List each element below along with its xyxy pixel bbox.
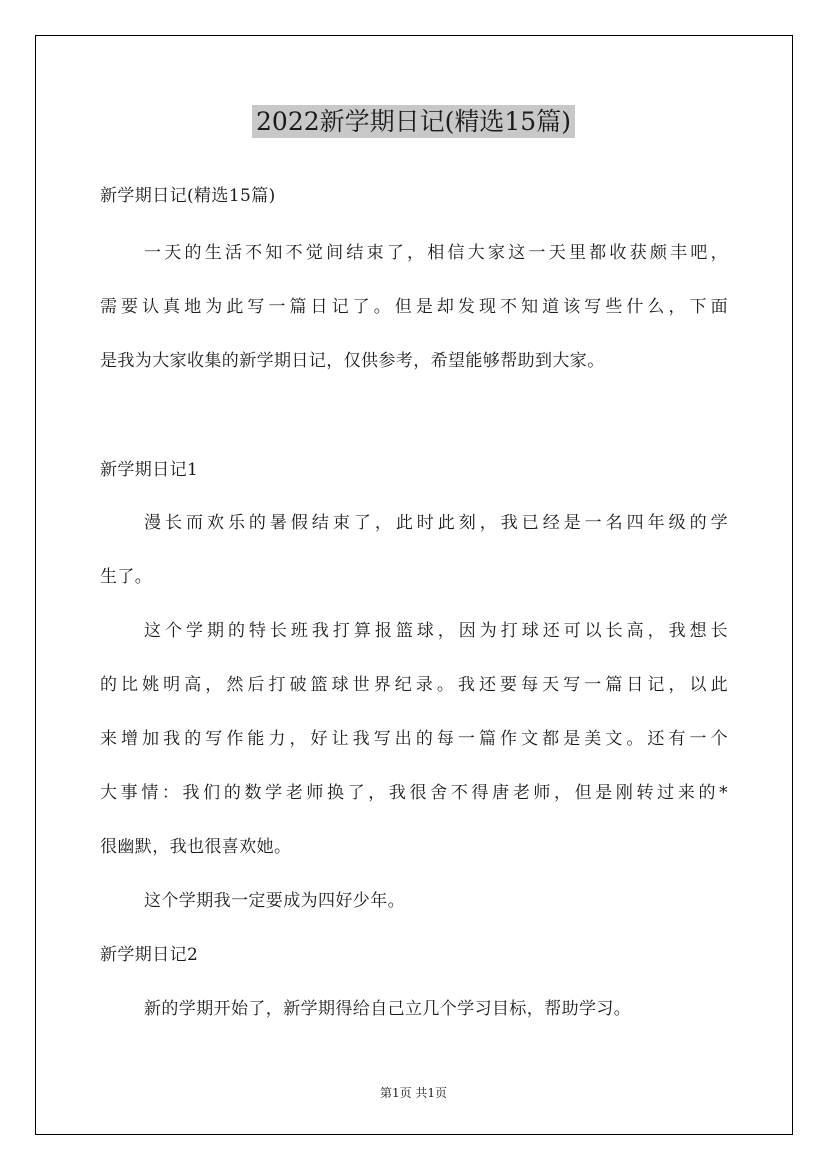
section-heading-1: 新学期日记1 xyxy=(100,460,199,480)
para2-line-5: 很幽默，我也很喜欢她。 xyxy=(100,837,292,857)
document-title: 2022新学期日记(精选15篇) xyxy=(0,102,827,142)
intro-line-3: 是我为大家收集的新学期日记，仅供参考，希望能够帮助到大家。 xyxy=(100,351,605,371)
para2-line-4: 大事情：我们的数学老师换了，我很舍不得唐老师，但是刚转过来的* xyxy=(100,783,728,803)
para2-line-1: 这个学期的特长班我打算报篮球，因为打球还可以长高，我想长 xyxy=(144,621,728,641)
para1-line-2: 生了。 xyxy=(100,567,153,587)
para1-line-1: 漫长而欢乐的暑假结束了，此时此刻，我已经是一名四年级的学 xyxy=(144,513,728,533)
para2-line-3: 来增加我的写作能力，好让我写出的每一篇作文都是美文。还有一个 xyxy=(100,729,728,749)
para2-line-2: 的比姚明高，然后打破篮球世界纪录。我还要每天写一篇日记，以此 xyxy=(100,675,728,695)
section-heading-2: 新学期日记2 xyxy=(100,945,199,965)
para3-line-1: 这个学期我一定要成为四好少年。 xyxy=(144,891,405,911)
para4-line-1: 新的学期开始了，新学期得给自己立几个学习目标，帮助学习。 xyxy=(144,999,632,1019)
page-number-footer: 第1页 共1页 xyxy=(379,1086,448,1100)
intro-line-2: 需要认真地为此写一篇日记了。但是却发现不知道该写些什么，下面 xyxy=(100,297,728,317)
subtitle-line: 新学期日记(精选15篇) xyxy=(100,186,276,206)
intro-line-1: 一天的生活不知不觉间结束了，相信大家这一天里都收获颇丰吧， xyxy=(144,243,728,263)
